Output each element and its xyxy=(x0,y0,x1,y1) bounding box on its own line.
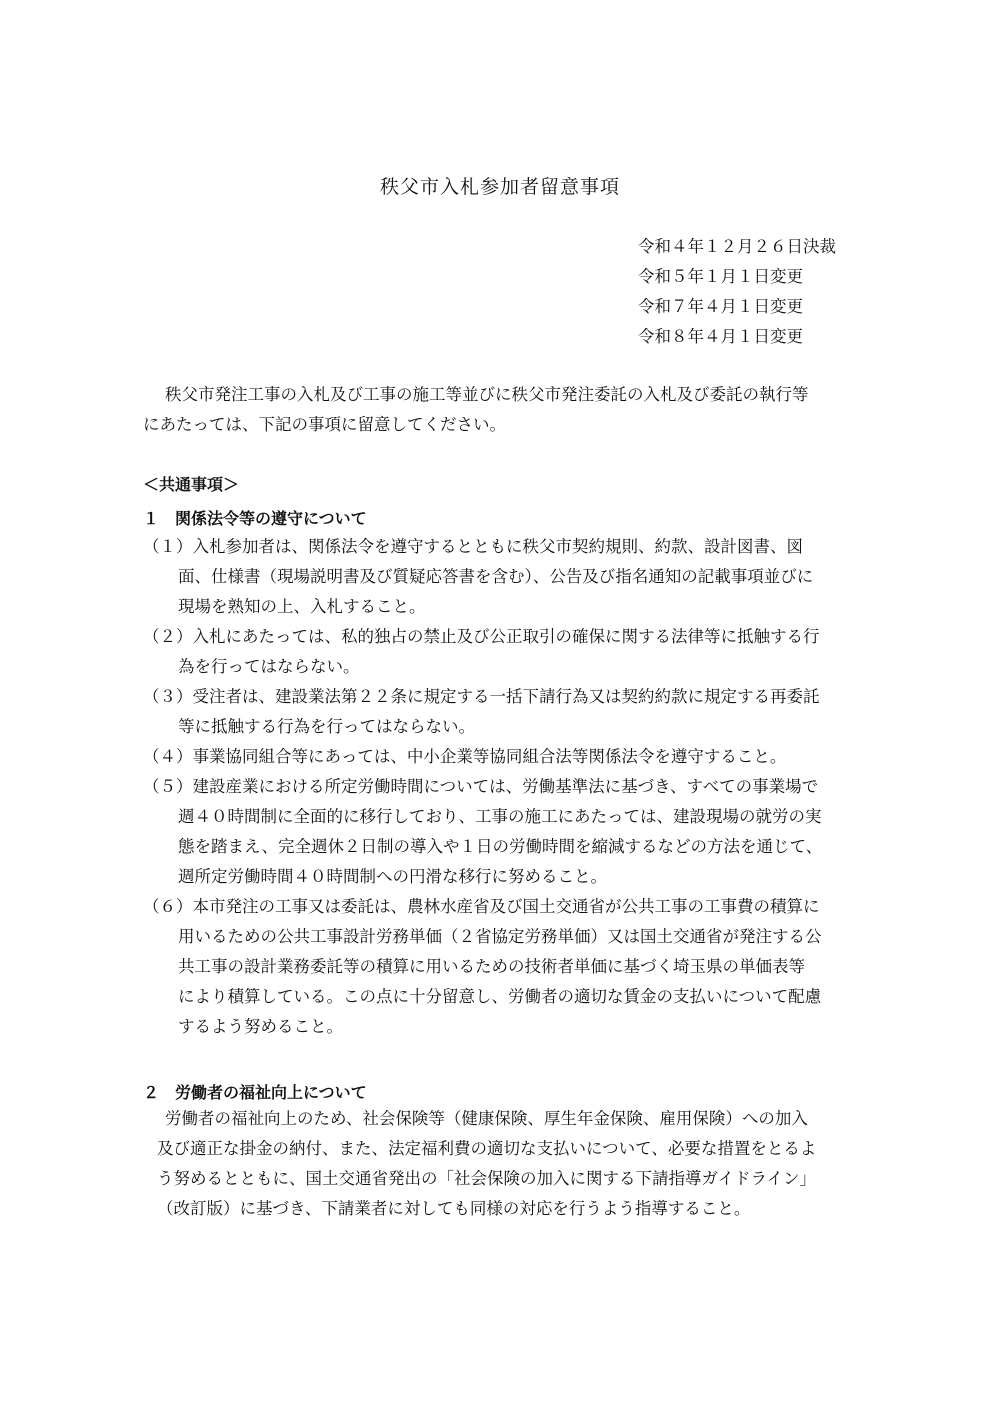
section2-heading: ２ 労働者の福祉向上について xyxy=(143,1083,367,1102)
paragraph-line: （改訂版）に基づき、下請業者に対しても同様の対応を行うよう指導すること。 xyxy=(157,1199,751,1218)
section1-items xyxy=(143,532,873,1042)
item-line: （１）入札参加者は、関係法令を遵守するとともに秩父市契約規則、約款、設計図書、図 xyxy=(143,537,803,556)
paragraph-line: う努めるとともに、国土交通省発出の「社会保険の加入に関する下請指導ガイドライン」 xyxy=(157,1169,817,1188)
section1-heading: １ 関係法令等の遵守について xyxy=(143,509,367,528)
document-title: 秩父市入札参加者留意事項 xyxy=(379,176,620,198)
list-item xyxy=(143,742,873,772)
item-line: 現場を熟知の上、入札すること。 xyxy=(178,597,426,616)
intro-line: 秩父市発注工事の入札及び工事の施工等並びに秩父市発注委託の入札及び委託の執行等 xyxy=(165,385,809,404)
revision-entry: 令和８年４月１日変更 xyxy=(638,327,803,346)
item-line: 用いるための公共工事設計労務単価（２省協定労務単価）又は国土交通省が発注する公 xyxy=(178,927,822,946)
list-item xyxy=(143,682,873,742)
item-line: 週所定労働時間４０時間制への円滑な移行に努めること。 xyxy=(178,867,607,886)
revision-history xyxy=(638,232,978,352)
item-line: （３）受注者は、建設業法第２２条に規定する一括下請行為又は契約約款に規定する再委託 xyxy=(143,687,820,706)
paragraph-line: 労働者の福祉向上のため、社会保険等（健康保険、厚生年金保険、雇用保険）への加入 xyxy=(165,1109,808,1128)
paragraph-line: 及び適正な掛金の納付、また、法定福利費の適切な支払いについて、必要な措置をとるよ xyxy=(157,1139,817,1158)
item-line: （４）事業協同組合等にあっては、中小企業等協同組合法等関係法令を遵守すること。 xyxy=(143,747,787,766)
item-line: 為を行ってはならない。 xyxy=(178,657,360,676)
item-line: 等に抵触する行為を行ってはならない。 xyxy=(178,717,475,736)
list-item xyxy=(143,892,873,1042)
revision-entry: 令和５年１月１日変更 xyxy=(638,267,803,286)
intro-line: にあたっては、下記の事項に留意してください。 xyxy=(143,415,506,434)
common-items-heading: ＜共通事項＞ xyxy=(143,475,240,494)
revision-entry: 令和７年４月１日変更 xyxy=(638,297,803,316)
item-line: 態を踏まえ、完全週休２日制の導入や１日の労働時間を縮減するなどの方法を通じて、 xyxy=(178,837,823,856)
item-line: 週４０時間制に全面的に移行しており、工事の施工にあたっては、建設現場の就労の実 xyxy=(178,807,822,826)
item-line: （２）入札にあたっては、私的独占の禁止及び公正取引の確保に関する法律等に抵触する行 xyxy=(143,627,820,646)
revision-entry: 令和４年１２月２６日決裁 xyxy=(638,237,836,256)
item-line: により積算している。この点に十分留意し、労働者の適切な賃金の支払いについて配慮 xyxy=(178,987,822,1006)
intro-paragraph xyxy=(143,380,863,440)
item-line: （６）本市発注の工事又は委託は、農林水産省及び国土交通省が公共工事の工事費の積算に xyxy=(143,897,820,916)
item-line: 面、仕様書（現場説明書及び質疑応答書を含む）、公告及び指名通知の記載事項並びに xyxy=(178,567,814,586)
section2-paragraph xyxy=(143,1104,873,1224)
list-item xyxy=(143,532,873,622)
item-line: （５）建設産業における所定労働時間については、労働基準法に基づき、すべての事業場で xyxy=(143,777,819,796)
item-line: するよう努めること。 xyxy=(178,1017,343,1036)
item-line: 共工事の設計業務委託等の積算に用いるための技術者単価に基づく埼玉県の単価表等 xyxy=(178,957,805,976)
list-item xyxy=(143,622,873,682)
list-item xyxy=(143,772,873,892)
